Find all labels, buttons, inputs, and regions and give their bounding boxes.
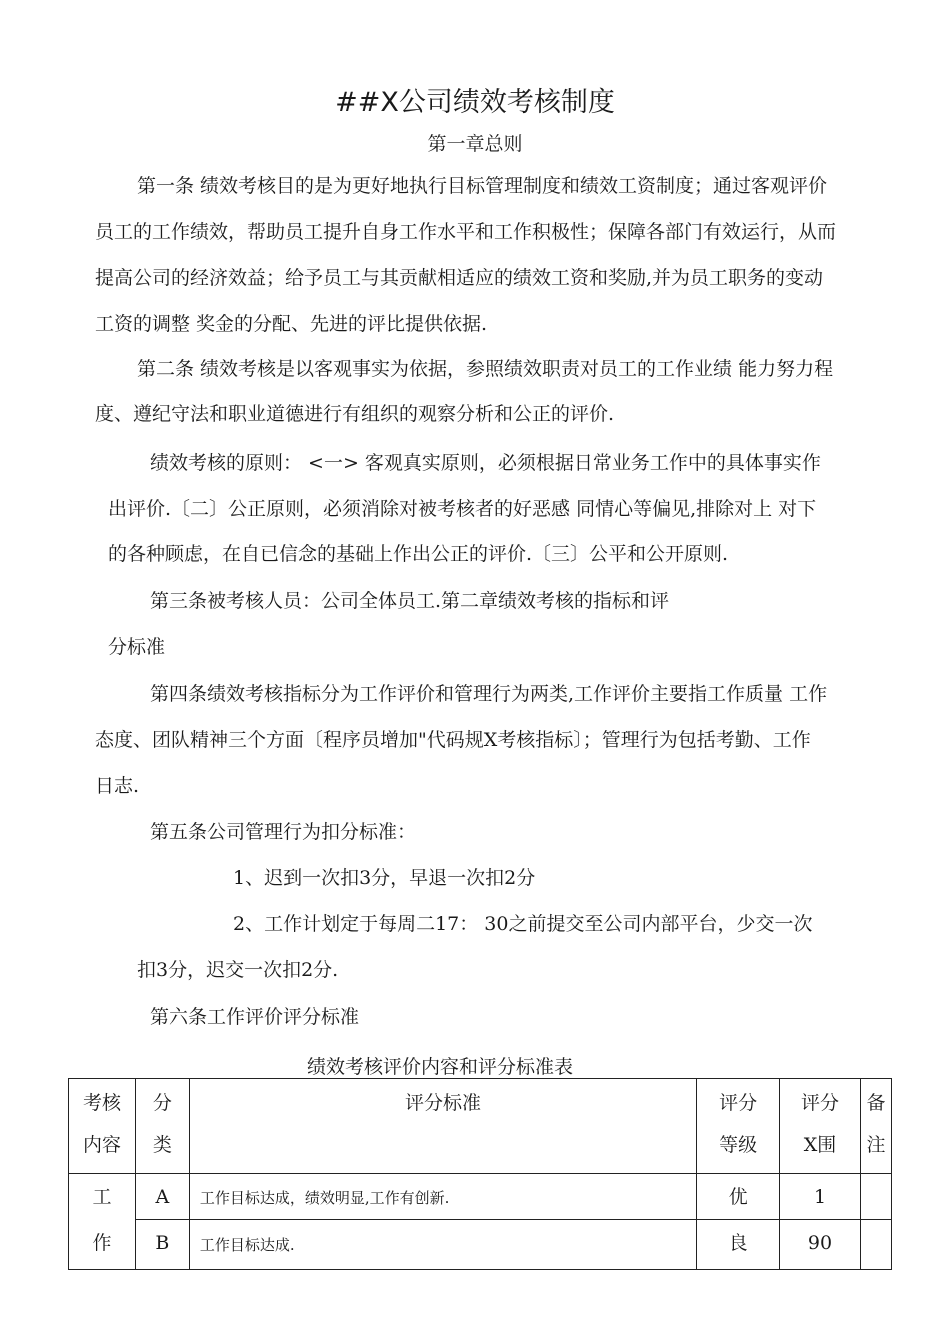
table-row — [69, 1174, 892, 1220]
article3-line2: 分标准 — [108, 636, 166, 658]
article1-line4: 工资的调整 奖金的分配、先进的评比提供依据. — [95, 313, 488, 335]
article4-line2: 态度、团队精神三个方面〔程序员增加"代码规X考核指标〕；管理行为包括考勤、工作 — [95, 729, 811, 751]
row-standard: 工作目标达成，绩效明显,工作有创新. — [189, 1174, 696, 1220]
evaluation-table — [68, 1078, 892, 1270]
group-label-cell: 工 作 — [69, 1174, 136, 1270]
principles-line3: 的各种顾虑，在自已信念的基础上作出公正的评价.〔三〕公平和公开原则. — [108, 543, 729, 565]
article4-line1: 第四条绩效考核指标分为工作评价和管理行为两类,工作评价主要指工作质量 工作 — [150, 683, 828, 705]
row-range: 90 — [780, 1220, 861, 1270]
article1-line1: 第一条 绩效考核目的是为更好地执行目标管理制度和绩效工资制度；通过客观评价 — [137, 175, 828, 197]
row-remark — [860, 1220, 891, 1270]
header-remarks: 备 注 — [860, 1079, 891, 1174]
article5-item2: 2、工作计划定于每周二17： 30之前提交至公司内部平台，少交一次 — [233, 913, 813, 935]
principles-line2: 出评价.〔二〕公正原则，必须消除对被考核者的好恶感 同情心等偏见,排除对上 对下 — [108, 498, 817, 520]
article2-line2: 度、遵纪守法和职业道德进行有组织的观察分析和公正的评价. — [95, 403, 615, 425]
table-caption: 绩效考核评价内容和评分标准表 — [306, 1056, 573, 1078]
principles-line1: 绩效考核的原则： <一> 客观真实原则，必须根据日常业务工作中的具体事实作 — [150, 452, 821, 474]
article3-line1: 第三条被考核人员：公司全体员工.第二章绩效考核的指标和评 — [150, 590, 670, 612]
table-row — [69, 1220, 892, 1270]
article5-item2-cont: 扣3分，迟交一次扣2分. — [137, 959, 339, 981]
row-grade: 优 — [697, 1174, 780, 1220]
row-range: 1 — [780, 1174, 861, 1220]
header-score-grade: 评分 等级 — [697, 1079, 780, 1174]
header-scoring-standard: 评分标准 — [189, 1079, 696, 1174]
document-title: ##X公司绩效考核制度 — [335, 87, 615, 118]
article5-heading: 第五条公司管理行为扣分标准： — [150, 821, 417, 843]
row-standard: 工作目标达成. — [189, 1220, 696, 1270]
row-grade: 良 — [697, 1220, 780, 1270]
header-category: 分 类 — [135, 1079, 189, 1174]
article5-item1: 1、迟到一次扣3分，早退一次扣2分 — [233, 867, 536, 889]
article1-line2: 员工的工作绩效，帮助员工提升自身工作水平和工作积极性；保障各部门有效运行，从而 — [95, 221, 837, 243]
row-class: A — [135, 1174, 189, 1220]
article2-line1: 第二条 绩效考核是以客观事实为依据，参照绩效职责对员工的工作业绩 能力努力程 — [137, 358, 834, 380]
header-assessment-content: 考核 内容 — [69, 1079, 136, 1174]
article6-heading: 第六条工作评价评分标准 — [150, 1006, 360, 1028]
table-header-row — [69, 1079, 892, 1174]
article4-line3: 日志. — [95, 775, 140, 797]
header-score-range: 评分 X围 — [780, 1079, 861, 1174]
chapter-heading: 第一章总则 — [427, 133, 523, 155]
row-remark — [860, 1174, 891, 1220]
row-class: B — [135, 1220, 189, 1270]
article1-line3: 提高公司的经济效益；给予员工与其贡献相适应的绩效工资和奖励,并为员工职务的变动 — [95, 267, 824, 289]
